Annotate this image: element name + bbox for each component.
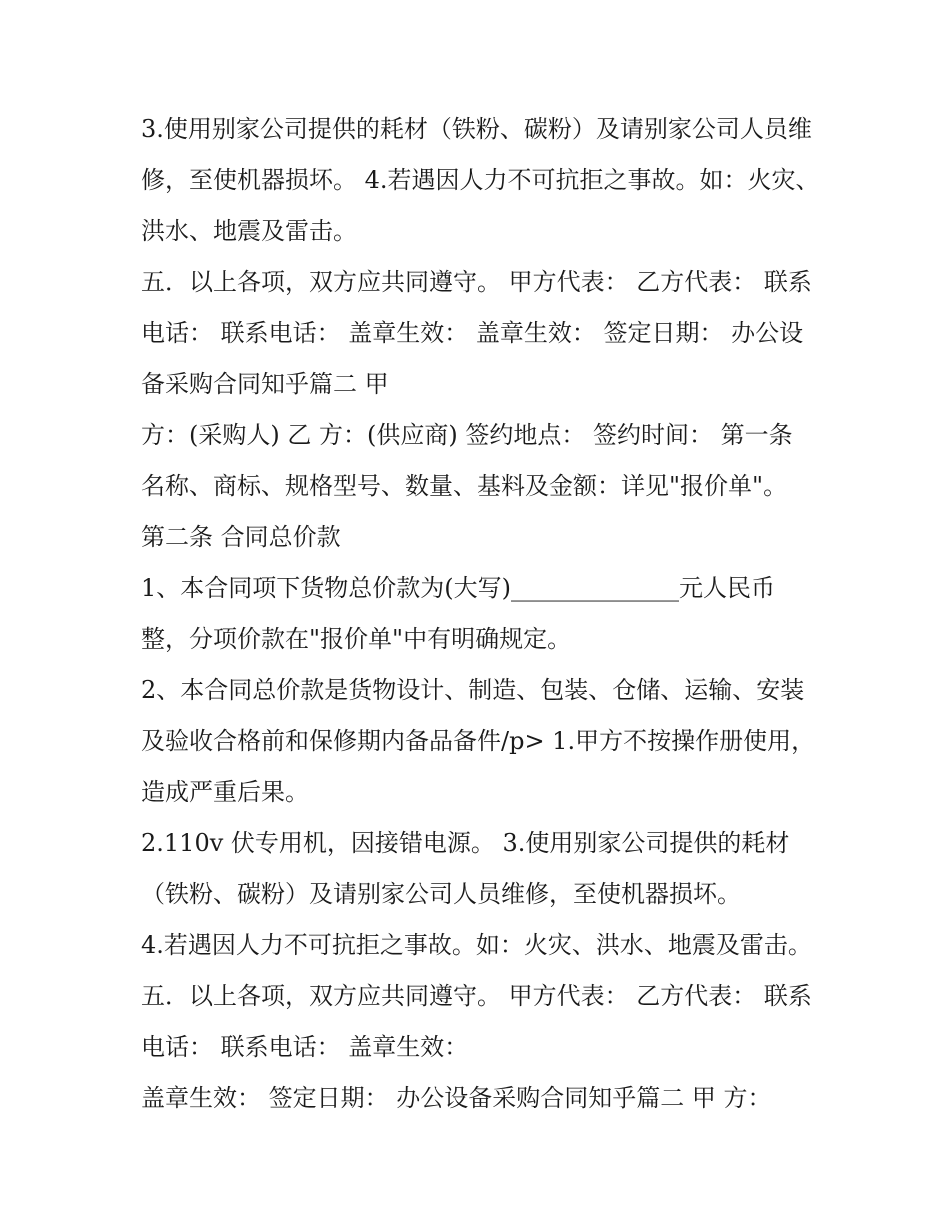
paragraph-6: 2、本合同总价款是货物设计、制造、包装、仓储、运输、安装及验收合格前和保修期内备品备件/p> 1.甲方不按操作册使用，造成严重后果。 — [141, 676, 816, 806]
paragraph-3: 方：(采购人) 乙 方：(供应商) 签约地点： 签约时间： 第一条 名称、商标、规格型号、数量、基料及金额：详见"报价单"。 — [141, 421, 793, 500]
paragraph-8: 4.若遇因人力不可抗拒之事故。如：火灾、洪水、地震及雷击。 五．以上各项，双方应共同遵守。 甲方代表： 乙方代表： 联系电话： 联系电话： 盖章生效： — [141, 931, 812, 1061]
paragraph-4: 第二条 合同总价款 — [141, 523, 341, 551]
paragraph-5: 1、本合同项下货物总价款为(大写)______________元人民币整，分项价款在"报价单"中有明确规定。 — [141, 574, 775, 653]
paragraph-1: 3.使用别家公司提供的耗材（铁粉、碳粉）及请别家公司人员维修，至使机器损坏。 4.若遇因人力不可抗拒之事故。如：火灾、洪水、地震及雷击。 — [141, 115, 820, 245]
paragraph-2: 五．以上各项，双方应共同遵守。 甲方代表： 乙方代表： 联系电话： 联系电话： 盖章生效： 盖章生效： 签定日期： 办公设备采购合同知乎篇二 甲 — [141, 268, 812, 398]
document-body — [141, 104, 821, 1124]
paragraph-7: 2.110v 伏专用机，因接错电源。 3.使用别家公司提供的耗材（铁粉、碳粉）及请别家公司人员维修，至使机器损坏。 — [141, 829, 790, 908]
paragraph-9: 盖章生效： 签定日期： 办公设备采购合同知乎篇二 甲 方： — [141, 1084, 772, 1112]
